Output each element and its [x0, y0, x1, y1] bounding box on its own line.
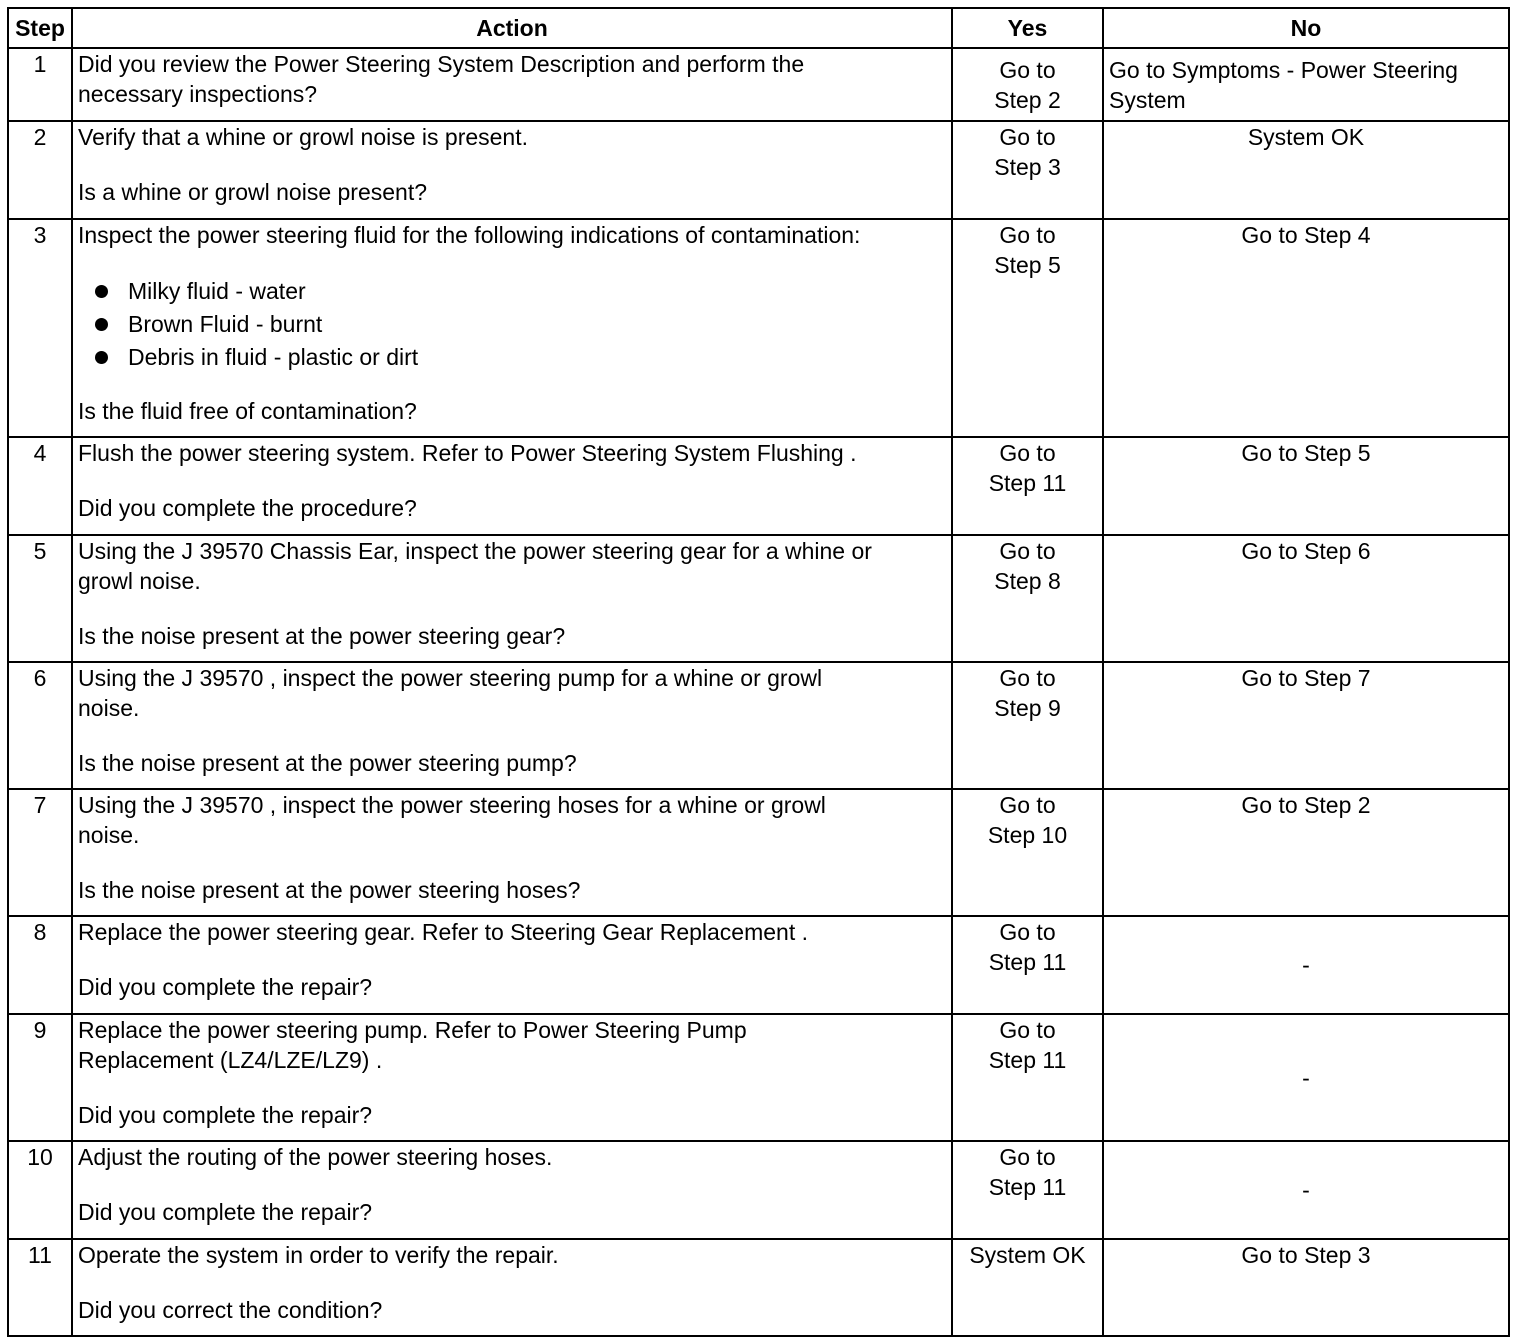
action-text: Using the J 39570 Chassis Ear, inspect the power steering gear for a whine or	[78, 538, 872, 564]
action-cell	[72, 1141, 952, 1239]
question-text: Did you complete the repair?	[78, 1102, 373, 1128]
no-text: Go to Symptoms - Power Steering	[1109, 57, 1458, 83]
action-text: growl noise.	[78, 568, 201, 594]
action-cell	[72, 1239, 952, 1336]
action-text: Replace the power steering gear. Refer to Steering Gear Replacement .	[78, 919, 809, 945]
step-number: 1	[8, 48, 72, 121]
yes-text: Go to	[999, 440, 1056, 466]
action-text: Operate the system in order to verify the repair.	[78, 1242, 559, 1268]
action-text: Verify that a whine or growl noise is present.	[78, 124, 529, 150]
yes-text: Step 2	[994, 87, 1061, 113]
contamination-list	[78, 275, 946, 374]
yes-cell	[952, 1014, 1103, 1141]
step-number: 7	[8, 789, 72, 916]
action-text: Using the J 39570 , inspect the power steering hoses for a whine or growl	[78, 792, 826, 818]
header-step: Step	[8, 8, 72, 48]
question-text: Did you complete the repair?	[78, 974, 373, 1000]
diagnostic-steps-table	[7, 7, 1510, 1337]
yes-cell	[952, 535, 1103, 662]
table-header-row	[8, 8, 1509, 48]
yes-text: Step 11	[988, 1047, 1067, 1073]
yes-cell	[952, 437, 1103, 535]
no-cell: System OK	[1103, 121, 1509, 219]
question-text: Is the noise present at the power steering hoses?	[78, 877, 581, 903]
header-no: No	[1103, 8, 1509, 48]
yes-text: Step 11	[988, 470, 1067, 496]
table-row	[8, 789, 1509, 916]
yes-text: Step 8	[994, 568, 1061, 594]
question-text: Did you complete the procedure?	[78, 495, 417, 521]
yes-cell	[952, 219, 1103, 437]
bullet-icon	[95, 351, 108, 364]
yes-text: System OK	[969, 1242, 1086, 1268]
step-number: 2	[8, 121, 72, 219]
action-cell	[72, 662, 952, 789]
question-text: Is a whine or growl noise present?	[78, 179, 428, 205]
action-text: Adjust the routing of the power steering hoses.	[78, 1144, 553, 1170]
yes-cell	[952, 1141, 1103, 1239]
list-item: Brown Fluid - burnt	[95, 308, 946, 341]
table-row	[8, 1239, 1509, 1336]
no-cell: Go to Step 7	[1103, 662, 1509, 789]
table-row	[8, 662, 1509, 789]
question-text: Is the noise present at the power steering pump?	[78, 750, 577, 776]
list-item: Milky fluid - water	[95, 275, 946, 308]
action-text: Replace the power steering pump. Refer to Power Steering Pump	[78, 1017, 747, 1043]
step-number: 4	[8, 437, 72, 535]
step-number: 8	[8, 916, 72, 1014]
question-text: Is the fluid free of contamination?	[78, 398, 417, 424]
no-cell: Go to Step 5	[1103, 437, 1509, 535]
action-text: Flush the power steering system. Refer to Power Steering System Flushing .	[78, 440, 857, 466]
yes-text: Go to	[999, 919, 1056, 945]
action-cell	[72, 789, 952, 916]
yes-cell	[952, 662, 1103, 789]
action-cell	[72, 437, 952, 535]
yes-text: Step 11	[988, 949, 1067, 975]
no-cell	[1103, 48, 1509, 121]
table-row	[8, 916, 1509, 1014]
question-text: Did you complete the repair?	[78, 1199, 373, 1225]
table-row	[8, 1141, 1509, 1239]
yes-text: Go to	[999, 665, 1056, 691]
yes-text: Step 10	[987, 822, 1068, 848]
no-cell: -	[1103, 1014, 1509, 1141]
action-text: noise.	[78, 822, 140, 848]
header-yes: Yes	[952, 8, 1103, 48]
action-cell	[72, 121, 952, 219]
yes-text: Go to	[999, 1017, 1056, 1043]
question-text: Did you correct the condition?	[78, 1297, 383, 1323]
action-cell	[72, 48, 952, 121]
yes-cell	[952, 1239, 1103, 1336]
no-cell: Go to Step 2	[1103, 789, 1509, 916]
bullet-icon	[95, 285, 108, 298]
yes-text: Go to	[999, 57, 1056, 83]
step-number: 3	[8, 219, 72, 437]
table-row	[8, 219, 1509, 437]
no-cell: Go to Step 3	[1103, 1239, 1509, 1336]
action-cell	[72, 219, 952, 437]
yes-text: Step 3	[994, 154, 1061, 180]
yes-text: Go to	[999, 792, 1056, 818]
action-text: Inspect the power steering fluid for the following indications of contamination:	[78, 222, 861, 248]
yes-cell	[952, 789, 1103, 916]
yes-text: Go to	[999, 1144, 1056, 1170]
step-number: 5	[8, 535, 72, 662]
step-number: 10	[8, 1141, 72, 1239]
table-row	[8, 1014, 1509, 1141]
yes-cell	[952, 121, 1103, 219]
yes-text: Go to	[999, 222, 1056, 248]
table-row	[8, 48, 1509, 121]
diagnostic-table-document	[7, 7, 1508, 1337]
no-cell: -	[1103, 1141, 1509, 1239]
yes-text: Step 5	[994, 252, 1061, 278]
header-action: Action	[72, 8, 952, 48]
step-number: 6	[8, 662, 72, 789]
yes-text: Go to	[999, 538, 1056, 564]
table-row	[8, 535, 1509, 662]
yes-cell	[952, 48, 1103, 121]
bullet-icon	[95, 318, 108, 331]
no-cell: -	[1103, 916, 1509, 1014]
action-text: Using the J 39570 , inspect the power steering pump for a whine or growl	[78, 665, 823, 691]
step-number: 11	[8, 1239, 72, 1336]
action-text: Did you review the Power Steering System Description and perform the	[78, 51, 805, 77]
no-cell: Go to Step 4	[1103, 219, 1509, 437]
yes-cell	[952, 916, 1103, 1014]
step-number: 9	[8, 1014, 72, 1141]
action-cell	[72, 1014, 952, 1141]
yes-text: Go to	[999, 124, 1056, 150]
list-item: Debris in fluid - plastic or dirt	[95, 341, 946, 374]
table-row	[8, 121, 1509, 219]
action-text: noise.	[78, 695, 140, 721]
action-text: necessary inspections?	[78, 81, 318, 107]
action-cell	[72, 916, 952, 1014]
question-text: Is the noise present at the power steering gear?	[78, 623, 566, 649]
action-text: Replacement (LZ4/LZE/LZ9) .	[78, 1047, 383, 1073]
action-cell	[72, 535, 952, 662]
yes-text: Step 11	[988, 1174, 1067, 1200]
table-row	[8, 437, 1509, 535]
yes-text: Step 9	[994, 695, 1061, 721]
no-text: System	[1109, 87, 1186, 113]
no-cell: Go to Step 6	[1103, 535, 1509, 662]
